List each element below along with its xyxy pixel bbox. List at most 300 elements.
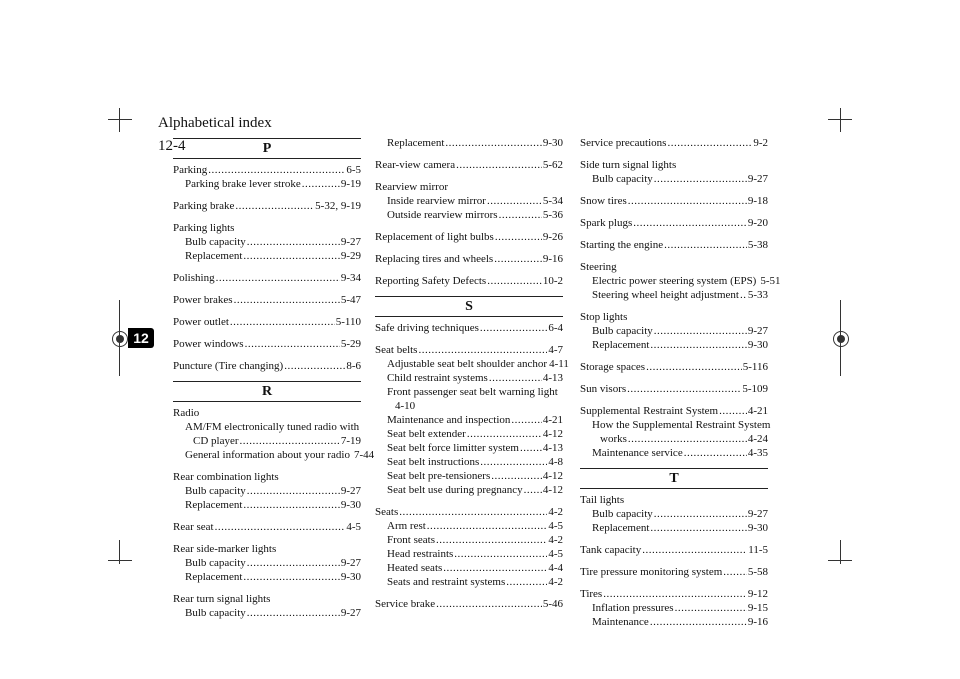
- index-subentry[interactable]: [375, 469, 563, 483]
- index-entry-line[interactable]: [580, 404, 768, 418]
- entry-text: Puncture (Tire changing): [173, 360, 284, 372]
- entry-text: Power windows: [173, 338, 244, 350]
- index-entry: [580, 587, 768, 629]
- entry-text: Reporting Safety Defects: [375, 275, 487, 287]
- entry-text: Snow tires: [580, 195, 627, 207]
- dot-leader: [628, 432, 747, 446]
- index-entry: [580, 360, 768, 374]
- dot-leader: [427, 519, 548, 533]
- entry-text: Starting the engine: [580, 239, 664, 251]
- index-subentry[interactable]: [375, 208, 563, 222]
- entry-text: Adjustable seat belt shoulder anchor: [387, 358, 548, 370]
- registration-line-right: [840, 300, 841, 376]
- page-reference: 4-2: [548, 534, 563, 546]
- entry-text: Seats: [375, 506, 399, 518]
- entry-text: Steering: [580, 261, 617, 273]
- page-reference: 6-5: [346, 164, 361, 176]
- page-reference: 5-109: [742, 383, 768, 395]
- index-entry-line[interactable]: [375, 180, 563, 194]
- index-subentry[interactable]: [375, 371, 563, 385]
- page-reference: 5-51: [760, 275, 781, 287]
- dot-leader: [230, 315, 335, 329]
- page-reference: 5-33: [747, 289, 768, 301]
- entry-text: Replacement: [185, 499, 243, 511]
- index-subentry[interactable]: [375, 455, 563, 469]
- entry-text: Replacing tires and wheels: [375, 253, 494, 265]
- index-column-3: [580, 136, 781, 637]
- entry-text: Radio: [173, 407, 200, 419]
- dot-leader: [633, 216, 747, 230]
- index-entry: [173, 271, 361, 285]
- dot-leader: [247, 235, 340, 249]
- page-reference: 7-19: [340, 435, 361, 447]
- registration-target-left-icon: [112, 331, 128, 347]
- index-entry: [173, 542, 361, 584]
- page-reference: 9-27: [340, 485, 361, 497]
- dot-leader: [650, 521, 746, 535]
- index-entry: [173, 293, 361, 307]
- dot-leader: [684, 446, 747, 460]
- dot-leader: [245, 337, 340, 351]
- entry-text: Inside rearview mirror: [387, 195, 486, 207]
- entry-text: General information about your radio: [185, 449, 350, 461]
- entry-text: Side turn signal lights: [580, 159, 677, 171]
- index-subentry[interactable]: [375, 385, 563, 399]
- crop-mark-top-right-v: [840, 108, 841, 132]
- index-entry: [173, 470, 361, 512]
- entry-text: Maintenance and inspection: [387, 414, 511, 426]
- registration-line-left: [119, 300, 120, 376]
- index-entry: [580, 216, 768, 230]
- index-entry: [375, 343, 569, 497]
- index-subentry[interactable]: [173, 235, 361, 249]
- index-subentry[interactable]: [375, 441, 563, 455]
- page-reference: 9-19: [340, 178, 361, 190]
- page-reference: 7-44: [353, 449, 375, 461]
- index-entry-line[interactable]: [580, 360, 768, 374]
- page-reference: 11-5: [748, 544, 768, 556]
- index-entry: [173, 221, 361, 263]
- dot-leader: [650, 615, 747, 629]
- index-subentry[interactable]: [173, 498, 361, 512]
- entry-text: Seat belt pre-tensioners: [387, 470, 491, 482]
- index-entry: [375, 158, 563, 172]
- index-entry-line[interactable]: [375, 274, 563, 288]
- dot-leader: [487, 194, 542, 208]
- index-subentry[interactable]: [375, 194, 563, 208]
- dot-leader: [499, 208, 542, 222]
- dot-leader: [494, 252, 542, 266]
- entry-text: Rear seat: [173, 521, 214, 533]
- entry-text: Replacement of light bulbs: [375, 231, 494, 243]
- index-entry-line[interactable]: [173, 470, 361, 484]
- page-reference: 4-13: [542, 372, 563, 384]
- index-entry: [580, 543, 768, 557]
- page-reference: 4-35: [747, 447, 768, 459]
- entry-text: Bulb capacity: [592, 173, 653, 185]
- page-reference: 9-27: [747, 508, 768, 520]
- dot-leader: [506, 575, 547, 589]
- crop-mark-top-left-v: [119, 108, 120, 132]
- entry-text: Bulb capacity: [185, 557, 246, 569]
- page-reference: 4-12: [542, 484, 563, 496]
- page-reference: 4-7: [548, 344, 563, 356]
- index-subentry[interactable]: [173, 420, 361, 434]
- index-entry-line[interactable]: [580, 382, 768, 396]
- index-entry-line[interactable]: [580, 136, 768, 150]
- entry-text: Parking: [173, 164, 208, 176]
- entry-text: Replacement: [185, 250, 243, 262]
- index-entry: [580, 310, 768, 352]
- dot-leader: [445, 136, 541, 150]
- entry-text: Heated seats: [387, 562, 443, 574]
- entry-text: Seat belt instructions: [387, 456, 480, 468]
- entry-text: Replacement: [592, 339, 650, 351]
- entry-text: Seat belt extender: [387, 428, 466, 440]
- index-entry: [173, 520, 361, 534]
- index-entry: [580, 136, 768, 150]
- section-letter-heading: R: [173, 381, 361, 402]
- index-subentry[interactable]: [580, 521, 768, 535]
- index-entry: [580, 238, 768, 252]
- index-entry: [580, 194, 768, 208]
- page-reference: 4-5: [548, 548, 563, 560]
- page-reference: 9-34: [340, 272, 361, 284]
- crop-mark-top-right-h: [828, 119, 852, 120]
- page-reference: 9-15: [747, 602, 768, 614]
- index-subentry[interactable]: [173, 556, 361, 570]
- entry-text: Tires: [580, 588, 603, 600]
- index-entry-line[interactable]: [580, 543, 768, 557]
- dot-leader: [443, 561, 547, 575]
- page-reference: 8-6: [346, 360, 361, 372]
- page-reference: 9-26: [542, 231, 563, 243]
- index-subentry[interactable]: [173, 448, 375, 462]
- dot-leader: [247, 484, 340, 498]
- dot-leader: [235, 199, 314, 213]
- dot-leader: [524, 483, 542, 497]
- page-reference: 5-116: [742, 361, 768, 373]
- index-subentry[interactable]: [375, 519, 563, 533]
- index-entry-line[interactable]: [173, 434, 361, 448]
- entry-text: Head restraints: [387, 548, 454, 560]
- entry-text: CD player: [193, 435, 239, 447]
- page-reference: 9-16: [747, 616, 768, 628]
- entry-text: AM/FM electronically tuned radio with: [185, 421, 360, 433]
- dot-leader: [627, 382, 741, 396]
- page-reference: 5-32, 9-19: [315, 200, 361, 212]
- index-entry-line[interactable]: [173, 337, 361, 351]
- page-reference: 9-16: [542, 253, 563, 265]
- entry-text: Bulb capacity: [592, 508, 653, 520]
- entry-text: Replacement: [387, 137, 445, 149]
- page-reference: 4-24: [747, 433, 768, 445]
- entry-text: Parking lights: [173, 222, 235, 234]
- entry-text: Power brakes: [173, 294, 233, 306]
- page-reference: 5-29: [340, 338, 361, 350]
- entry-text: Stop lights: [580, 311, 628, 323]
- page-reference: 4-5: [346, 521, 361, 533]
- page-reference: 4-11: [549, 358, 569, 370]
- entry-text: Parking brake: [173, 200, 235, 212]
- entry-text: Seat belt use during pregnancy: [387, 484, 523, 496]
- dot-leader: [740, 288, 747, 302]
- index-entry-line[interactable]: [173, 592, 361, 606]
- index-subentry[interactable]: [580, 615, 768, 629]
- index-entry: [375, 180, 563, 222]
- entry-text: Bulb capacity: [185, 607, 246, 619]
- entry-text: Seat belts: [375, 344, 418, 356]
- entry-text: Rearview mirror: [375, 181, 448, 193]
- dot-leader: [284, 359, 345, 373]
- index-entry-line[interactable]: [173, 542, 361, 556]
- index-entry-line[interactable]: [375, 399, 563, 413]
- page-reference: 5-110: [335, 316, 361, 328]
- index-subentry[interactable]: [375, 547, 563, 561]
- index-entry: [375, 252, 563, 266]
- index-entry: [173, 163, 361, 191]
- index-entry-line[interactable]: [580, 158, 768, 172]
- page-reference: 9-27: [340, 607, 361, 619]
- index-subentry[interactable]: [580, 418, 771, 432]
- index-entry-line[interactable]: [375, 158, 563, 172]
- index-entry: [173, 199, 361, 213]
- entry-text: Bulb capacity: [185, 485, 246, 497]
- index-subentry[interactable]: [580, 338, 768, 352]
- dot-leader: [208, 163, 345, 177]
- dot-leader: [467, 427, 542, 441]
- index-subentry[interactable]: [375, 136, 563, 150]
- page-reference: 4-5: [548, 520, 563, 532]
- index-subentry[interactable]: [580, 507, 768, 521]
- dot-leader: [247, 556, 340, 570]
- dot-leader: [243, 249, 339, 263]
- page-reference: 5-47: [340, 294, 361, 306]
- page-reference: 4-8: [548, 456, 563, 468]
- page-reference: 5-62: [542, 159, 563, 171]
- index-subentry[interactable]: [375, 413, 563, 427]
- index-subentry[interactable]: [173, 177, 361, 191]
- page-reference: 5-38: [747, 239, 768, 251]
- dot-leader: [654, 172, 747, 186]
- dot-leader: [243, 498, 339, 512]
- index-entry-line[interactable]: [580, 238, 768, 252]
- entry-text: Storage spaces: [580, 361, 646, 373]
- entry-text: Arm rest: [387, 520, 426, 532]
- index-entry: [173, 359, 361, 373]
- dot-leader: [654, 507, 747, 521]
- section-letter-heading: S: [375, 296, 563, 317]
- entry-text: Supplemental Restraint System: [580, 405, 719, 417]
- entry-text: Rear side-marker lights: [173, 543, 277, 555]
- index-entry-line[interactable]: [580, 587, 768, 601]
- entry-text: Maintenance service: [592, 447, 683, 459]
- page-reference: 4-2: [548, 506, 563, 518]
- entry-text: Steering wheel height adjustment: [592, 289, 739, 301]
- dot-leader: [302, 177, 340, 191]
- page-reference: 9-18: [747, 195, 768, 207]
- dot-leader: [628, 194, 747, 208]
- page-reference: 10-2: [542, 275, 563, 287]
- index-entry-line[interactable]: [173, 271, 361, 285]
- dot-leader: [247, 606, 340, 620]
- index-subentry[interactable]: [375, 357, 569, 371]
- dot-leader: [642, 543, 747, 557]
- entry-text: Replacement: [185, 571, 243, 583]
- index-entry-line[interactable]: [375, 505, 563, 519]
- dot-leader: [491, 469, 542, 483]
- page-reference: 9-30: [340, 571, 361, 583]
- dot-leader: [520, 441, 542, 455]
- dot-leader: [216, 271, 340, 285]
- index-entry: [173, 315, 361, 329]
- index-entry-line[interactable]: [375, 321, 563, 335]
- entry-text: Maintenance: [592, 616, 649, 628]
- index-subentry[interactable]: [173, 249, 361, 263]
- entry-text: Tank capacity: [580, 544, 642, 556]
- index-entry-line[interactable]: [580, 493, 768, 507]
- registration-target-right-icon: [833, 331, 849, 347]
- dot-leader: [719, 404, 747, 418]
- index-entry-line[interactable]: [375, 597, 563, 611]
- index-subentry[interactable]: [173, 484, 361, 498]
- page-reference: 9-27: [340, 557, 361, 569]
- page-reference: 9-30: [542, 137, 563, 149]
- page-header-title: Alphabetical index: [158, 115, 272, 131]
- dot-leader: [399, 505, 547, 519]
- index-entry-line[interactable]: [375, 343, 563, 357]
- index-subentry[interactable]: [375, 533, 563, 547]
- index-entry-line[interactable]: [580, 310, 768, 324]
- page-reference: 9-29: [340, 250, 361, 262]
- entry-text: Power outlet: [173, 316, 229, 328]
- dot-leader: [723, 565, 747, 579]
- index-subentry[interactable]: [173, 606, 361, 620]
- entry-text: Outside rearview mirrors: [387, 209, 498, 221]
- entry-text: 4-10: [395, 400, 416, 412]
- entry-text: Safe driving techniques: [375, 322, 479, 334]
- page-reference: 6-4: [548, 322, 563, 334]
- entry-text: Rear-view camera: [375, 159, 456, 171]
- entry-text: Polishing: [173, 272, 215, 284]
- entry-text: Front passenger seat belt warning light: [387, 386, 558, 398]
- crop-mark-bottom-right-h: [828, 560, 852, 561]
- dot-leader: [664, 238, 747, 252]
- index-subentry[interactable]: [580, 601, 768, 615]
- index-entry-line[interactable]: [173, 315, 361, 329]
- index-entry: [580, 404, 771, 460]
- index-entry-line[interactable]: [580, 260, 768, 274]
- index-entry-line[interactable]: [173, 199, 361, 213]
- entry-text: Sun visors: [580, 383, 627, 395]
- index-entry-line[interactable]: [580, 194, 768, 208]
- entry-text: Inflation pressures: [592, 602, 674, 614]
- index-entry-line[interactable]: [173, 406, 361, 420]
- index-entry: [375, 321, 563, 335]
- index-subentry[interactable]: [173, 570, 361, 584]
- page-reference: 5-58: [747, 566, 768, 578]
- index-entry: [173, 592, 361, 620]
- entry-text: Service precautions: [580, 137, 667, 149]
- dot-leader: [215, 520, 346, 534]
- index-subentry[interactable]: [580, 172, 768, 186]
- index-entry-line[interactable]: [173, 293, 361, 307]
- chapter-tab: 12: [128, 328, 154, 348]
- entry-text: Seat belt force limitter system: [387, 442, 519, 454]
- index-entry: [580, 260, 781, 302]
- index-entry: [173, 337, 361, 351]
- entry-text: Tire pressure monitoring system: [580, 566, 723, 578]
- entry-text: Replacement: [592, 522, 650, 534]
- page-reference: 4-21: [747, 405, 768, 417]
- index-entry-line[interactable]: [375, 230, 563, 244]
- dot-leader: [234, 293, 340, 307]
- index-subentry[interactable]: [375, 561, 563, 575]
- index-entry-line[interactable]: [375, 252, 563, 266]
- index-entry-line[interactable]: [173, 163, 361, 177]
- entry-text: Bulb capacity: [592, 325, 653, 337]
- index-entry-line[interactable]: [173, 359, 361, 373]
- page-reference: 9-30: [747, 339, 768, 351]
- page-reference: 9-27: [340, 236, 361, 248]
- page-number: 12-4: [158, 138, 186, 154]
- index-subentry[interactable]: [375, 483, 563, 497]
- entry-text: Tail lights: [580, 494, 625, 506]
- dot-leader: [436, 597, 542, 611]
- index-entry-line[interactable]: [580, 216, 768, 230]
- dot-leader: [456, 158, 542, 172]
- entry-text: Electric power steering system (EPS): [592, 275, 757, 287]
- dot-leader: [654, 324, 747, 338]
- index-entry-line[interactable]: [173, 520, 361, 534]
- entry-text: Service brake: [375, 598, 436, 610]
- page-reference: 9-27: [747, 173, 768, 185]
- dot-leader: [511, 413, 541, 427]
- index-subentry[interactable]: [375, 427, 563, 441]
- entry-text: Rear turn signal lights: [173, 593, 271, 605]
- index-entry: [580, 158, 768, 186]
- page-reference: 4-4: [548, 562, 563, 574]
- index-entry-line[interactable]: [580, 432, 768, 446]
- index-entry-line[interactable]: [173, 221, 361, 235]
- dot-leader: [240, 434, 340, 448]
- entry-text: Parking brake lever stroke: [185, 178, 301, 190]
- entry-text: Rear combination lights: [173, 471, 279, 483]
- page-reference: 5-34: [542, 195, 563, 207]
- dot-leader: [650, 338, 746, 352]
- index-entry: [580, 493, 768, 535]
- dot-leader: [495, 230, 542, 244]
- index-subentry[interactable]: [375, 575, 563, 589]
- index-subentry[interactable]: [580, 274, 781, 288]
- index-subentry[interactable]: [580, 288, 768, 302]
- entry-text: Child restraint systems: [387, 372, 488, 384]
- entry-text: Bulb capacity: [185, 236, 246, 248]
- page-reference: 4-21: [542, 414, 563, 426]
- page-reference: 9-27: [747, 325, 768, 337]
- dot-leader: [667, 136, 752, 150]
- index-entry: [375, 597, 563, 611]
- dot-leader: [243, 570, 339, 584]
- section-letter-heading: P: [173, 138, 361, 159]
- page-reference: 4-12: [542, 470, 563, 482]
- index-entry: [375, 505, 563, 589]
- index-subentry[interactable]: [580, 324, 768, 338]
- page-reference: 9-12: [747, 588, 768, 600]
- index-entry-line[interactable]: [580, 565, 768, 579]
- entry-text: Front seats: [387, 534, 435, 546]
- index-subentry[interactable]: [580, 446, 768, 460]
